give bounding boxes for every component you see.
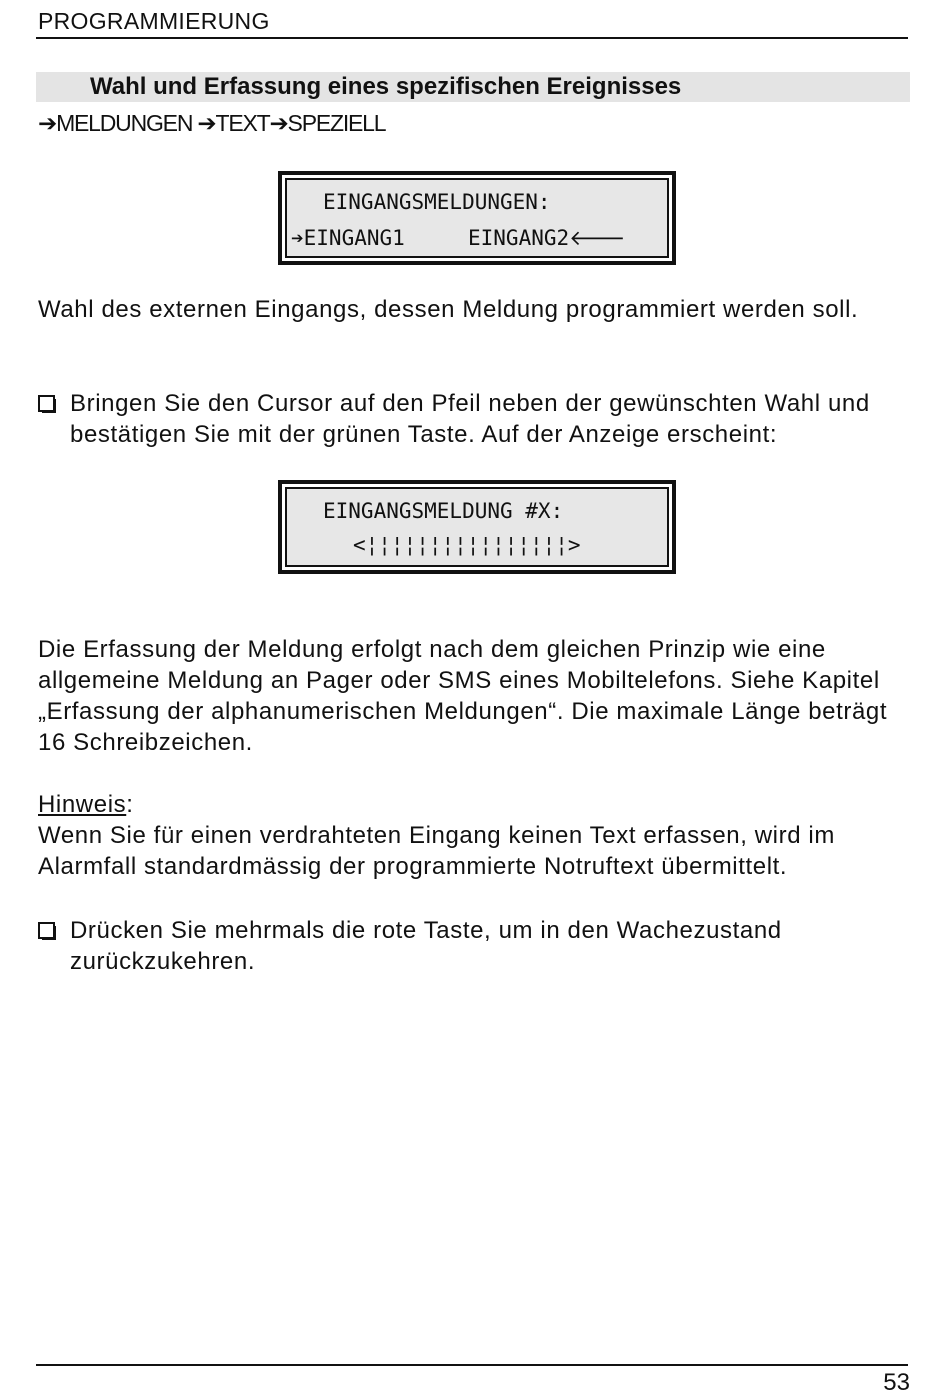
checkbox-bullet-icon: [38, 395, 55, 412]
hint-block: [38, 789, 910, 882]
page-number: 53: [883, 1369, 910, 1396]
lcd-screen: [285, 487, 669, 567]
paragraph-input-choice: Wahl des externen Eingangs, dessen Meldung programmiert werden soll.: [38, 296, 859, 323]
lcd-screen: [285, 178, 669, 258]
bullet-text: Drücken Sie mehrmals die rote Taste, um in den Wachezustand zurückzukehren.: [70, 917, 782, 975]
hint-colon: :: [126, 791, 134, 818]
lcd-line-2: ➔EINGANG1 EINGANG2🡐: [291, 226, 626, 250]
section-title: Wahl und Erfassung eines spezifischen Ereignisses: [90, 73, 682, 100]
bullet-item-confirm: [38, 388, 910, 450]
hint-heading: [38, 789, 910, 820]
lcd-display-input-selection: [278, 171, 676, 265]
running-head: PROGRAMMIERUNG: [38, 8, 270, 34]
lcd-line-1: EINGANGSMELDUNG #X:: [323, 499, 564, 523]
bullet-text: Bringen Sie den Cursor auf den Pfeil neben der gewünschten Wahl und bestätigen Sie mit der grünen Taste. Auf der Anzeige erscheint:: [70, 390, 870, 448]
menu-path: ➔MELDUNGEN ➔TEXT➔SPEZIELL: [38, 110, 386, 136]
checkbox-bullet-icon: [38, 922, 55, 939]
bullet-item-return: [38, 915, 910, 977]
lcd-line-1: EINGANGSMELDUNGEN:: [323, 190, 551, 214]
hint-label: Hinweis: [38, 791, 127, 818]
hint-text: Wenn Sie für einen verdrahteten Eingang keinen Text erfassen, wird im Alarmfall standardmässig der programmierte Notruftext übermittelt.: [38, 822, 835, 880]
paragraph-entry-rules: Die Erfassung der Meldung erfolgt nach dem gleichen Prinzip wie eine allgemeine Meldung an Pager oder SMS eines Mobiltelefons. Siehe Kapitel „Erfassung der alphanumerischen Meldungen“. Die maximale Länge beträgt 16 Schreibzeichen.: [38, 636, 888, 756]
lcd-display-message-entry: [278, 480, 676, 574]
footer-rule: [36, 1364, 908, 1366]
lcd-line-2: <¦¦¦¦¦¦¦¦¦¦¦¦¦¦¦¦>: [353, 533, 581, 557]
header-rule: [36, 37, 908, 39]
